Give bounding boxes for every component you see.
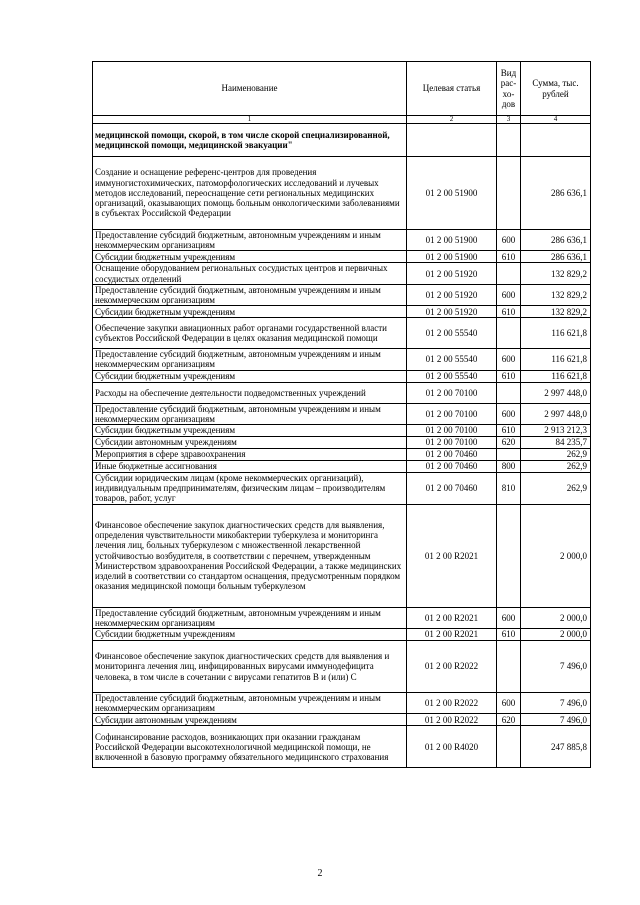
table-row xyxy=(93,641,591,693)
row-name: Субсидии автономным учреждениям xyxy=(93,714,407,726)
row-target-article: 01 2 00 51920 xyxy=(407,306,497,318)
row-name: Предоставление субсидий бюджетным, автономным учреждениям и иным некоммерческим организациям xyxy=(93,693,407,714)
row-amount: 2 000,0 xyxy=(521,504,591,607)
row-target-article: 01 2 00 70460 xyxy=(407,473,497,505)
row-amount: 2 997 448,0 xyxy=(521,403,591,424)
table-row xyxy=(93,449,591,461)
column-number: 4 xyxy=(521,116,591,124)
row-target-article: 01 2 00 70100 xyxy=(407,425,497,437)
row-amount: 84 235,7 xyxy=(521,437,591,449)
table-row xyxy=(93,403,591,424)
table-row xyxy=(93,504,591,607)
column-number: 3 xyxy=(497,116,521,124)
row-expense-type: 600 xyxy=(497,349,521,370)
row-target-article: 01 2 00 R2022 xyxy=(407,714,497,726)
row-expense-type xyxy=(497,726,521,768)
row-expense-type: 610 xyxy=(497,629,521,641)
table-row xyxy=(93,306,591,318)
column-number: 2 xyxy=(407,116,497,124)
row-name: Субсидии бюджетным учреждениям xyxy=(93,425,407,437)
row-target-article: 01 2 00 51900 xyxy=(407,230,497,251)
row-expense-type xyxy=(497,318,521,349)
row-target-article: 01 2 00 55540 xyxy=(407,318,497,349)
table-row xyxy=(93,473,591,505)
budget-table xyxy=(92,61,591,768)
row-amount: 7 496,0 xyxy=(521,641,591,693)
table-row xyxy=(93,437,591,449)
row-expense-type: 610 xyxy=(497,370,521,382)
row-expense-type: 600 xyxy=(497,230,521,251)
row-name: Предоставление субсидий бюджетным, автономным учреждениям и иным некоммерческим организациям xyxy=(93,284,407,305)
table-row xyxy=(93,349,591,370)
row-target-article: 01 2 00 51920 xyxy=(407,284,497,305)
row-amount: 262,9 xyxy=(521,473,591,505)
row-expense-type xyxy=(497,157,521,230)
table-row xyxy=(93,714,591,726)
row-target-article: 01 2 00 R2021 xyxy=(407,629,497,641)
row-amount: 7 496,0 xyxy=(521,693,591,714)
row-expense-type: 800 xyxy=(497,461,521,473)
row-expense-type: 600 xyxy=(497,607,521,628)
page-number: 2 xyxy=(317,868,323,879)
budget-table-page xyxy=(92,61,591,768)
row-target-article: 01 2 00 R2022 xyxy=(407,693,497,714)
row-name: Предоставление субсидий бюджетным, автономным учреждениям и иным некоммерческим организациям xyxy=(93,403,407,424)
table-row xyxy=(93,693,591,714)
row-name: медицинской помощи, скорой, в том числе скорой специализированной, медицинской помощи, медицинской эвакуации" xyxy=(93,124,407,157)
row-amount: 116 621,8 xyxy=(521,318,591,349)
row-amount: 2 997 448,0 xyxy=(521,382,591,403)
row-expense-type: 620 xyxy=(497,437,521,449)
table-row xyxy=(93,284,591,305)
row-target-article: 01 2 00 55540 xyxy=(407,370,497,382)
row-expense-type: 610 xyxy=(497,251,521,263)
row-expense-type xyxy=(497,382,521,403)
row-expense-type: 610 xyxy=(497,306,521,318)
row-amount: 132 829,2 xyxy=(521,306,591,318)
header-vid: Вид рас-хо-дов xyxy=(497,62,521,116)
row-name: Субсидии автономным учреждениям xyxy=(93,437,407,449)
row-expense-type xyxy=(497,504,521,607)
row-amount: 286 636,1 xyxy=(521,230,591,251)
table-header xyxy=(93,62,591,124)
row-expense-type: 810 xyxy=(497,473,521,505)
row-amount: 7 496,0 xyxy=(521,714,591,726)
header-code: Целевая статья xyxy=(407,62,497,116)
row-expense-type: 610 xyxy=(497,425,521,437)
row-expense-type: 620 xyxy=(497,714,521,726)
row-name: Финансовое обеспечение закупок диагностических средств для выявления и мониторинга лечения лиц, инфицированных вирусами иммунодефицита человека, в том числе в сочетании с вирусами гепатитов B и (или) C xyxy=(93,641,407,693)
row-name: Субсидии бюджетным учреждениям xyxy=(93,629,407,641)
table-row xyxy=(93,382,591,403)
row-name: Софинансирование расходов, возникающих при оказании гражданам Российской Федерации высокотехнологичной медицинской помощи, не включенной в базовую программу обязательного медицинского страхования xyxy=(93,726,407,768)
row-name: Создание и оснащение референс-центров для проведения иммуногистохимических, патоморфологических исследований и лучевых методов исследований, переоснащение сети региональных медицинских организаций, оказывающих помощь больным онкологическими заболеваниями в субъектах Российской Федерации xyxy=(93,157,407,230)
row-target-article: 01 2 00 R2021 xyxy=(407,607,497,628)
header-name: Наименование xyxy=(93,62,407,116)
table-row xyxy=(93,461,591,473)
row-name: Предоставление субсидий бюджетным, автономным учреждениям и иным некоммерческим организациям xyxy=(93,607,407,628)
row-expense-type xyxy=(497,449,521,461)
row-expense-type: 600 xyxy=(497,403,521,424)
table-row xyxy=(93,607,591,628)
row-amount: 116 621,8 xyxy=(521,370,591,382)
table-row xyxy=(93,124,591,157)
row-target-article: 01 2 00 R4020 xyxy=(407,726,497,768)
row-name: Предоставление субсидий бюджетным, автономным учреждениям и иным некоммерческим организациям xyxy=(93,349,407,370)
row-name: Расходы на обеспечение деятельности подведомственных учреждений xyxy=(93,382,407,403)
row-amount: 286 636,1 xyxy=(521,251,591,263)
row-target-article: 01 2 00 70460 xyxy=(407,461,497,473)
row-expense-type xyxy=(497,641,521,693)
row-amount: 2 000,0 xyxy=(521,607,591,628)
row-amount: 247 885,8 xyxy=(521,726,591,768)
row-amount: 286 636,1 xyxy=(521,157,591,230)
table-body xyxy=(93,124,591,768)
row-target-article: 01 2 00 R2021 xyxy=(407,504,497,607)
row-name: Предоставление субсидий бюджетным, автономным учреждениям и иным некоммерческим организациям xyxy=(93,230,407,251)
table-row xyxy=(93,370,591,382)
row-target-article: 01 2 00 70100 xyxy=(407,403,497,424)
row-name: Субсидии бюджетным учреждениям xyxy=(93,306,407,318)
row-target-article: 01 2 00 51920 xyxy=(407,263,497,284)
row-name: Финансовое обеспечение закупок диагностических средств для выявления, определения чувствительности микобактерии туберкулеза и мониторинга лечения лиц, больных туберкулезом с множественной лекарственной устойчивостью возбудителя, в соответствии с перечнем, утвержденным Министерством здравоохранения Российской Федерации, а также медицинских изделий в соответствии со стандартом оснащения, предусмотренным порядком оказания медицинской помощи больным туберкулезом xyxy=(93,504,407,607)
row-amount: 262,9 xyxy=(521,461,591,473)
row-target-article: 01 2 00 51900 xyxy=(407,251,497,263)
row-expense-type xyxy=(497,124,521,157)
row-expense-type: 600 xyxy=(497,693,521,714)
row-name: Мероприятия в сфере здравоохранения xyxy=(93,449,407,461)
row-expense-type xyxy=(497,263,521,284)
header-sum: Сумма, тыс. рублей xyxy=(521,62,591,116)
row-amount xyxy=(521,124,591,157)
row-name: Иные бюджетные ассигнования xyxy=(93,461,407,473)
row-amount: 2 913 212,3 xyxy=(521,425,591,437)
row-name: Субсидии юридическим лицам (кроме некоммерческих организаций), индивидуальным предпринимателям, физическим лицам – производителям товаров, работ, услуг xyxy=(93,473,407,505)
row-amount: 132 829,2 xyxy=(521,284,591,305)
row-name: Субсидии бюджетным учреждениям xyxy=(93,370,407,382)
row-amount: 116 621,8 xyxy=(521,349,591,370)
row-target-article xyxy=(407,124,497,157)
table-row xyxy=(93,251,591,263)
row-name: Субсидии бюджетным учреждениям xyxy=(93,251,407,263)
table-row xyxy=(93,726,591,768)
table-row xyxy=(93,157,591,230)
column-number: 1 xyxy=(93,116,407,124)
row-target-article: 01 2 00 70100 xyxy=(407,382,497,403)
row-target-article: 01 2 00 70100 xyxy=(407,437,497,449)
row-target-article: 01 2 00 51900 xyxy=(407,157,497,230)
table-row xyxy=(93,425,591,437)
table-row xyxy=(93,263,591,284)
table-row xyxy=(93,230,591,251)
table-row xyxy=(93,629,591,641)
row-target-article: 01 2 00 70460 xyxy=(407,449,497,461)
row-expense-type: 600 xyxy=(497,284,521,305)
table-row xyxy=(93,318,591,349)
row-amount: 2 000,0 xyxy=(521,629,591,641)
row-name: Обеспечение закупки авиационных работ органами государственной власти субъектов Российской Федерации в целях оказания медицинской помощи xyxy=(93,318,407,349)
row-name: Оснащение оборудованием региональных сосудистых центров и первичных сосудистых отделений xyxy=(93,263,407,284)
row-target-article: 01 2 00 R2022 xyxy=(407,641,497,693)
row-amount: 132 829,2 xyxy=(521,263,591,284)
row-target-article: 01 2 00 55540 xyxy=(407,349,497,370)
row-amount: 262,9 xyxy=(521,449,591,461)
